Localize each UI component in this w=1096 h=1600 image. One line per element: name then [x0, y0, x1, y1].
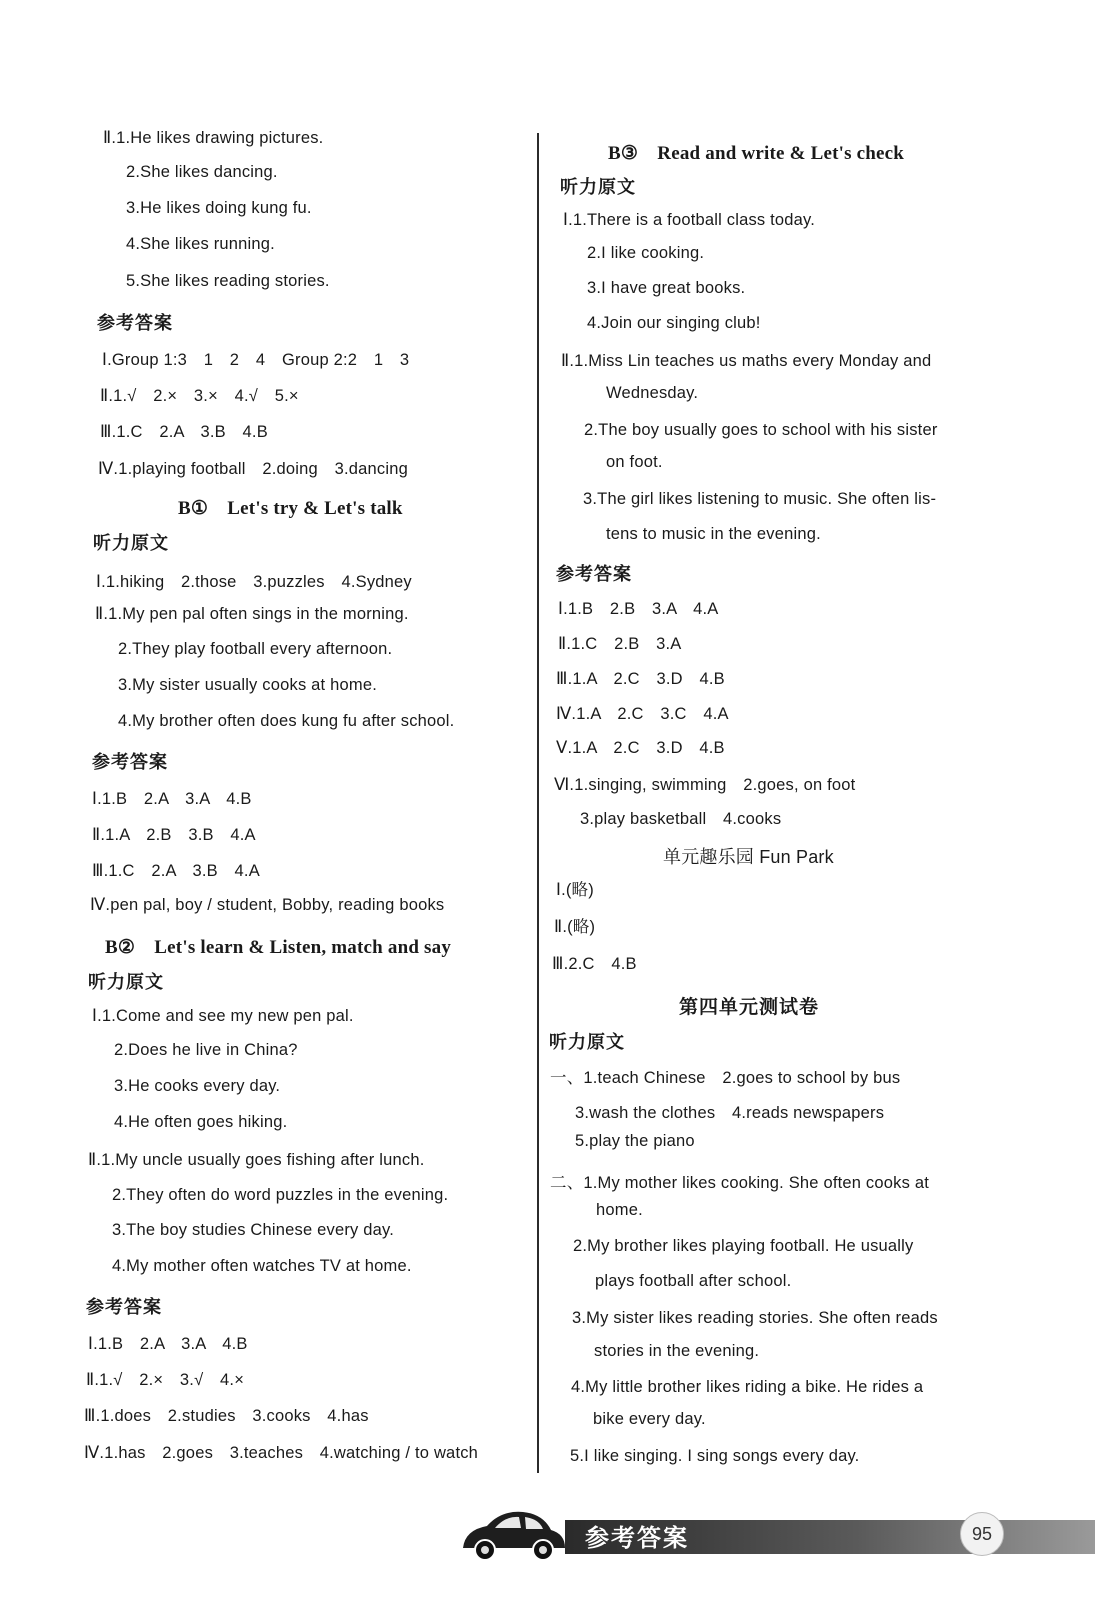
text-line: 4.He often goes hiking.: [114, 1113, 288, 1131]
text-line: 5.I like singing. I sing songs every day.: [570, 1447, 860, 1465]
text-line: Ⅰ.Group 1:3 1 2 4 Group 2:2 1 3: [102, 351, 410, 369]
section-title: 第四单元测试卷: [679, 996, 820, 1018]
text-line: Ⅰ.(略): [556, 881, 594, 899]
text-line: bike every day.: [593, 1410, 706, 1428]
text-line: Ⅰ.1.B 2.B 3.A 4.A: [558, 600, 719, 618]
text-line: 2.I like cooking.: [587, 244, 705, 262]
text-line: 2.She likes dancing.: [126, 163, 278, 181]
text-line: Ⅱ.1.A 2.B 3.B 4.A: [92, 826, 256, 844]
section-heading: 参考答案: [556, 564, 632, 585]
text-line: 2.Does he live in China?: [114, 1041, 298, 1059]
page-footer: [455, 1498, 1096, 1568]
section-heading: 听力原文: [549, 1032, 625, 1053]
text-line: Ⅵ.1.singing, swimming 2.goes, on foot: [554, 776, 856, 794]
text-line: Ⅰ.1.B 2.A 3.A 4.B: [92, 790, 252, 808]
text-line: Ⅲ.1.does 2.studies 3.cooks 4.has: [84, 1407, 369, 1425]
text-line: 3.wash the clothes 4.reads newspapers: [575, 1104, 885, 1122]
text-line: tens to music in the evening.: [606, 525, 821, 543]
text-line: Ⅲ.1.C 2.A 3.B 4.A: [92, 862, 260, 880]
text-line: 5.She likes reading stories.: [126, 272, 330, 290]
text-line: 5.play the piano: [575, 1132, 695, 1150]
text-line: Ⅰ.1.hiking 2.those 3.puzzles 4.Sydney: [96, 573, 412, 591]
section-heading: 参考答案: [97, 313, 173, 334]
car-icon: [455, 1504, 570, 1566]
text-line: Ⅱ.1.My uncle usually goes fishing after lunch.: [88, 1151, 425, 1169]
text-line: stories in the evening.: [594, 1342, 760, 1360]
text-line: 一、1.teach Chinese 2.goes to school by bus: [550, 1069, 901, 1087]
section-title: B② Let's learn & Listen, match and say: [105, 937, 452, 958]
footer-title: 参考答案: [585, 1524, 689, 1552]
text-line: Ⅱ.(略): [554, 918, 596, 936]
section-title: 单元趣乐园 Fun Park: [663, 847, 834, 867]
text-line: 3.He cooks every day.: [114, 1077, 281, 1095]
section-heading: 参考答案: [92, 752, 168, 773]
text-line: Ⅲ.2.C 4.B: [552, 955, 637, 973]
text-line: Ⅱ.1.Miss Lin teaches us maths every Monday and: [561, 352, 932, 370]
text-line: 2.My brother likes playing football. He usually: [573, 1237, 914, 1255]
text-line: Ⅱ.1.My pen pal often sings in the morning.: [95, 605, 409, 623]
column-divider: [537, 133, 539, 1473]
text-line: 3.The girl likes listening to music. She often lis-: [583, 490, 937, 508]
text-line: on foot.: [606, 453, 663, 471]
text-line: Ⅳ.1.playing football 2.doing 3.dancing: [98, 460, 408, 478]
section-heading: 听力原文: [88, 972, 164, 993]
text-line: Ⅱ.1.C 2.B 3.A: [558, 635, 682, 653]
text-line: Ⅴ.1.A 2.C 3.D 4.B: [556, 739, 725, 757]
text-line: 4.My brother often does kung fu after school.: [118, 712, 455, 730]
text-line: 3.I have great books.: [587, 279, 746, 297]
section-heading: 听力原文: [560, 177, 636, 198]
text-line: 2.The boy usually goes to school with his sister: [584, 421, 938, 439]
text-line: 3.The boy studies Chinese every day.: [112, 1221, 395, 1239]
text-line: Ⅳ.pen pal, boy / student, Bobby, reading books: [90, 896, 445, 914]
text-line: home.: [596, 1201, 643, 1219]
text-line: Ⅲ.1.A 2.C 3.D 4.B: [556, 670, 725, 688]
text-line: 4.My little brother likes riding a bike. He rides a: [571, 1378, 924, 1396]
section-title: B③ Read and write & Let's check: [608, 143, 905, 164]
section-heading: 参考答案: [86, 1297, 162, 1318]
text-line: 2.They play football every afternoon.: [118, 640, 393, 658]
text-line: Ⅱ.1.√ 2.× 3.× 4.√ 5.×: [100, 387, 299, 405]
page-number: 95: [960, 1512, 1004, 1556]
text-line: Ⅰ.1.Come and see my new pen pal.: [92, 1007, 354, 1025]
text-line: Ⅱ.1.He likes drawing pictures.: [103, 129, 324, 147]
text-line: plays football after school.: [595, 1272, 792, 1290]
text-line: 二、1.My mother likes cooking. She often cooks at: [550, 1174, 929, 1192]
text-line: Ⅰ.1.There is a football class today.: [563, 211, 816, 229]
text-line: Ⅲ.1.C 2.A 3.B 4.B: [100, 423, 268, 441]
text-line: Ⅳ.1.A 2.C 3.C 4.A: [556, 705, 729, 723]
text-line: Wednesday.: [606, 384, 699, 402]
text-line: 4.My mother often watches TV at home.: [112, 1257, 412, 1275]
text-line: Ⅳ.1.has 2.goes 3.teaches 4.watching / to watch: [84, 1444, 479, 1462]
text-line: 2.They often do word puzzles in the evening.: [112, 1186, 449, 1204]
text-line: 4.She likes running.: [126, 235, 275, 253]
text-line: 3.My sister likes reading stories. She often reads: [572, 1309, 938, 1327]
text-line: 3.play basketball 4.cooks: [580, 810, 782, 828]
text-line: Ⅰ.1.B 2.A 3.A 4.B: [88, 1335, 248, 1353]
text-line: Ⅱ.1.√ 2.× 3.√ 4.×: [86, 1371, 245, 1389]
section-heading: 听力原文: [93, 533, 169, 554]
text-line: 3.My sister usually cooks at home.: [118, 676, 377, 694]
text-line: 3.He likes doing kung fu.: [126, 199, 312, 217]
section-title: B① Let's try & Let's talk: [178, 498, 403, 519]
text-line: 4.Join our singing club!: [587, 314, 761, 332]
